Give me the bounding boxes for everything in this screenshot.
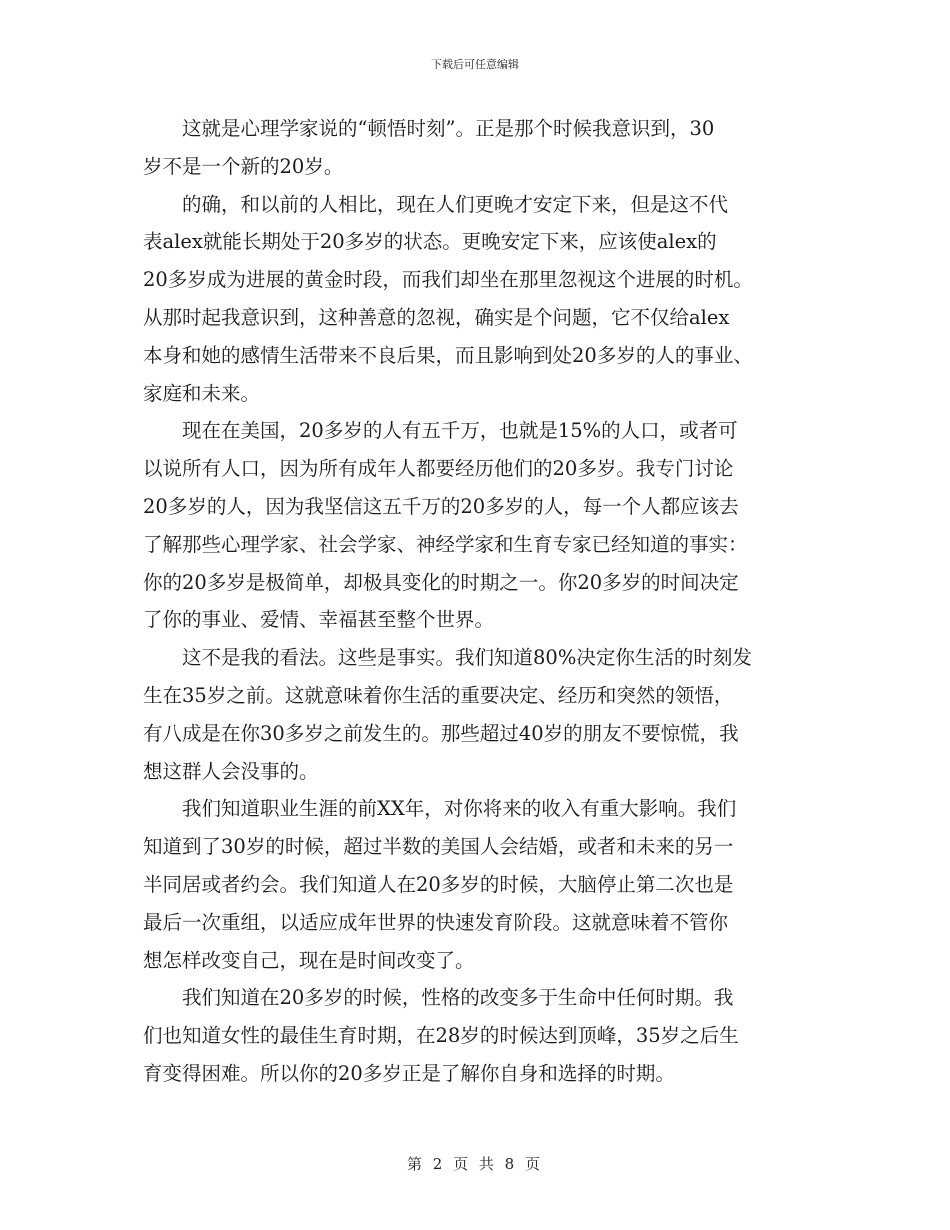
text-line: 们也知道女性的最佳生育时期，在28岁的时候达到顶峰，35岁之后生 — [143, 1024, 739, 1048]
text-line: 有八成是在你30多岁之前发生的。那些超过40岁的朋友不要惊慌，我 — [143, 721, 739, 745]
text-line: 育变得困难。所以你的20多岁正是了解你自身和选择的时期。 — [143, 1061, 675, 1085]
page-header: 下载后可任意编辑 — [431, 58, 519, 71]
text-line: 岁不是一个新的20岁。 — [143, 154, 344, 178]
text-line: 现在在美国，20多岁的人有五千万，也就是15%的人口，或者可 — [143, 419, 738, 443]
text-line: 从那时起我意识到，这种善意的忽视，确实是个问题，它不仅给alex — [143, 305, 730, 329]
text-line: 你的20多岁是极简单，却极具变化的时期之一。你20多岁的时间决定 — [143, 570, 739, 594]
document-body — [143, 110, 808, 1093]
text-line: 最后一次重组，以适应成年世界的快速发育阶段。这就意味着不管你 — [143, 910, 729, 934]
text-line: 家庭和未来。 — [143, 381, 261, 405]
text-line: 以说所有人口，因为所有成年人都要经历他们的20多岁。我专门讨论 — [143, 457, 734, 481]
text-line: 半同居或者约会。我们知道人在20多岁的时候，大脑停止第二次也是 — [143, 872, 734, 896]
text-line: 的确，和以前的人相比，现在人们更晚才安定下来，但是这不代 — [143, 192, 729, 216]
text-line: 知道到了30岁的时候，超过半数的美国人会结婚，或者和未来的另一 — [143, 835, 734, 859]
text-line: 本身和她的感情生活带来不良后果，而且影响到处20多岁的人的事业、 — [143, 343, 753, 367]
text-line: 我们知道在20多岁的时候，性格的改变多于生命中任何时期。我 — [143, 986, 734, 1010]
text-line: 这就是心理学家说的“顿悟时刻”。正是那个时候我意识到，30 — [143, 117, 715, 140]
text-line: 了解那些心理学家、社会学家、神经学家和生育专家已经知道的事实： — [143, 532, 748, 556]
text-line: 这不是我的看法。这些是事实。我们知道80%决定你生活的时刻发 — [143, 646, 752, 670]
text-line: 了你的事业、爱情、幸福甚至整个世界。 — [143, 608, 495, 632]
text-line: 想这群人会没事的。 — [143, 759, 319, 783]
text-line: 表alex就能长期处于20多岁的状态。更晚安定下来，应该使alex的 — [143, 230, 717, 254]
text-line: 我们知道职业生涯的前XX年，对你将来的收入有重大影响。我们 — [143, 797, 737, 821]
text-line: 生在35岁之前。这就意味着你生活的重要决定、经历和突然的领悟， — [143, 683, 734, 707]
text-line: 20多岁成为进展的黄金时段，而我们却坐在那里忽视这个进展的时机。 — [143, 268, 753, 292]
text-line: 20多岁的人，因为我坚信这五千万的20多岁的人，每一个人都应该去 — [143, 494, 739, 518]
page-number: 第 2 页 共 8 页 — [407, 1155, 543, 1173]
text-line: 想怎样改变自己，现在是时间改变了。 — [143, 948, 475, 972]
